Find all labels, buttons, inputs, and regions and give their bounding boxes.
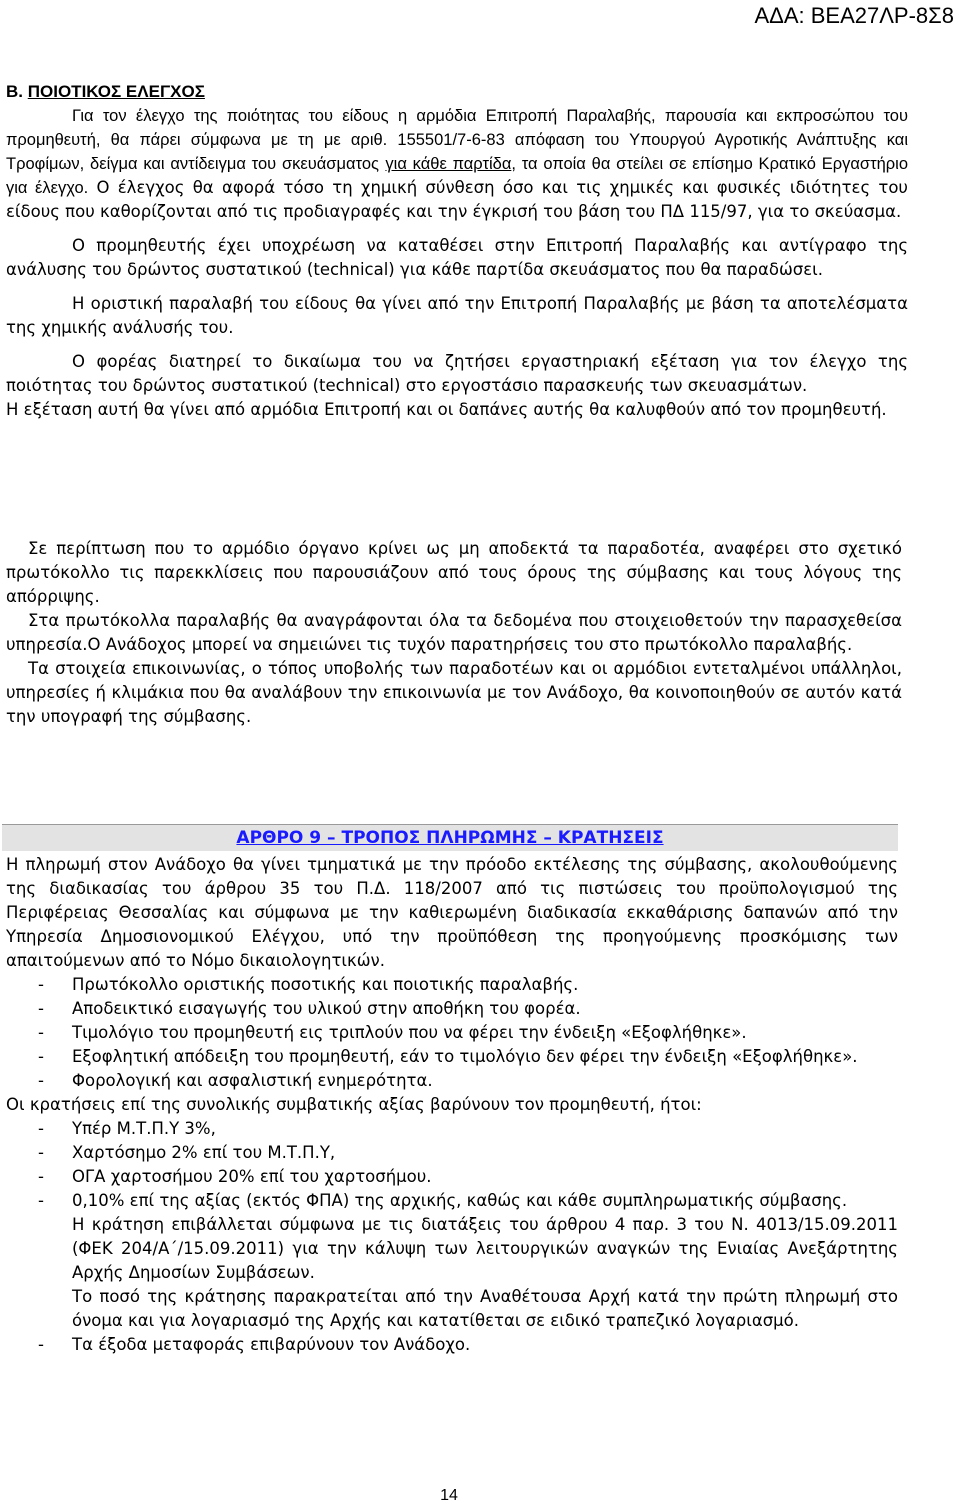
page-number: 14	[440, 1487, 458, 1504]
dash-bullet: -	[38, 999, 44, 1018]
list-item-text: Τιμολόγιο του προμηθευτή εις τριπλούν που να φέρει την ένδειξη «Εξοφλήθηκε».	[72, 1023, 747, 1042]
dash-bullet: -	[38, 1047, 44, 1066]
article-body	[0, 851, 898, 1357]
paragraph: Ο φορέας διατηρεί το δικαίωμα του να ζητήσει εργαστηριακή εξέταση για τον έλεγχο της ποιότητας του δρώντος συστατικού (technical) στο εργοστάσιο παρασκευής των σκευασμάτων.	[6, 352, 908, 395]
list-item	[6, 1069, 898, 1093]
dash-bullet: -	[38, 1143, 44, 1162]
paragraph: Οι κρατήσεις επί της συνολικής συμβατικής αξίας βαρύνουν τον προμηθευτή, ήτοι:	[6, 1095, 702, 1114]
paragraph: Στα πρωτόκολλα παραλαβής θα αναγράφονται όλα τα δεδομένα που στοιχειοθετούν την παρασχεθείσα υπηρεσία.Ο Ανάδοχος μπορεί να σημειώνει τις τυχόν παρατηρήσεις του στο πρωτόκολλο παραλαβής.	[6, 611, 902, 654]
paragraph: Η εξέταση αυτή θα γίνει από αρμόδια Επιτροπή και οι δαπάνες αυτής θα καλυφθούν από τον προμηθευτή.	[6, 400, 887, 419]
paragraph	[6, 104, 908, 224]
list-item-text: Τα έξοδα μεταφοράς επιβαρύνουν τον Ανάδοχο.	[72, 1335, 471, 1354]
list-item	[6, 1117, 898, 1141]
section-label: Β.	[6, 82, 23, 101]
list-item	[6, 1189, 898, 1213]
article-9	[0, 824, 898, 1357]
paragraph-text: Ο έλεγχος θα αφορά τόσο τη χημική σύνθεση όσο και τις χημικές και φυσικές ιδιότητες του είδους που καθορίζονται από τις προδιαγραφές και την έγκρισή του βάση του ΠΔ 115/97, για το σκεύασμα.	[6, 178, 908, 221]
paragraph-text: Για τον έλεγχο της ποιότητας του είδους η αρμόδια Επιτροπή Παραλαβής, παρουσία και εκπροσώπου του προμηθευτή, θα πάρει σύμφωνα με τη με αριθ. 155501/7-6-83 απόφαση του Υπουργού Αγροτικής Ανάπτυξης και Τροφίμων, δείγμα και αντίδειγμα του σκευάσματος	[6, 107, 908, 173]
list-item-text: 0,10% επί της αξίας (εκτός ΦΠΑ) της αρχικής, καθώς και κάθε συμπληρωματικής σύμβασης.	[72, 1191, 848, 1210]
list-item-text: Εξοφλητική απόδειξη του προμηθευτή, εάν το τιμολόγιο δεν φέρει την ένδειξη «Εξοφλήθηκε».	[72, 1047, 858, 1066]
dash-bullet: -	[38, 1335, 44, 1354]
list-item	[6, 1141, 898, 1165]
article-title-bar	[2, 824, 898, 851]
list-item-text: Πρωτόκολλο οριστικής ποσοτικής και ποιοτικής παραλαβής.	[72, 975, 579, 994]
section-heading	[6, 80, 908, 104]
dash-bullet: -	[38, 1071, 44, 1090]
rejection-section	[6, 537, 902, 729]
list-item	[6, 1021, 898, 1045]
dash-bullet: -	[38, 1023, 44, 1042]
deductions-list	[6, 1117, 898, 1213]
list-item-text: Χαρτόσημο 2% επί του Μ.Τ.Π.Υ,	[72, 1143, 336, 1162]
list-item-text: Υπέρ Μ.Τ.Π.Υ 3%,	[72, 1119, 216, 1138]
list-item	[6, 997, 898, 1021]
paragraph: Η πληρωμή στον Ανάδοχο θα γίνει τμηματικά με την πρόοδο εκτέλεσης της σύμβασης, ακολουθούμενης της διαδικασίας του άρθρου 35 του Π.Δ. 118/2007 από τις πιστώσεις του προϋπολογισμού της Περιφέρειας Θεσσαλίας και σύμφωνα με την καθιερωμένη διαδικασία εκκαθάρισης δαπανών από την Υπηρεσία Δημοσιονομικού Ελέγχου, υπό την προϋπόθεση της προηγούμενης προσκόμισης των απαιτούμενων από το Νόμο δικαιολογητικών.	[6, 855, 898, 970]
section-title: ΠΟΙΟΤΙΚΟΣ ΕΛΕΓΧΟΣ	[27, 82, 205, 101]
dash-bullet: -	[38, 1167, 44, 1186]
list-item	[6, 1333, 898, 1357]
paragraph: Ο προμηθευτής έχει υποχρέωση να καταθέσει στην Επιτροπή Παραλαβής και αντίγραφο της ανάλυσης του δρώντος συστατικού (technical) για κάθε παρτίδα σκευάσματος που θα παραδώσει.	[6, 236, 908, 279]
list-item-text: Αποδεικτικό εισαγωγής του υλικού στην αποθήκη του φορέα.	[72, 999, 581, 1018]
dash-bullet: -	[38, 1119, 44, 1138]
underlined-text: για κάθε παρτίδα	[385, 155, 512, 173]
paragraph: Η οριστική παραλαβή του είδους θα γίνει από την Επιτροπή Παραλαβής με βάση τα αποτελέσματα της χημικής ανάλυσής του.	[6, 294, 908, 337]
paragraph-text: , τα οποία θα στείλει σε επίσημο Κρατικό Εργαστήριο για έλεγχο.	[6, 155, 908, 197]
documents-list	[6, 973, 898, 1093]
article-title: ΑΡΘΡΟ 9 – ΤΡΟΠΟΣ ΠΛΗΡΩΜΗΣ – ΚΡΑΤΗΣΕΙΣ	[236, 828, 664, 848]
list-item	[6, 1165, 898, 1189]
list-item	[6, 973, 898, 997]
paragraph: Η κράτηση επιβάλλεται σύμφωνα με τις διατάξεις του άρθρου 4 παρ. 3 του Ν. 4013/15.09.2011 (ΦΕΚ 204/Α΄/15.09.2011) για την κάλυψη των λειτουργικών αναγκών της Ενιαίας Ανεξάρτητης Αρχής Δημοσίων Συμβάσεων.	[72, 1215, 898, 1282]
list-item-text: ΟΓΑ χαρτοσήμου 20% επί του χαρτοσήμου.	[72, 1167, 432, 1186]
paragraph: Σε περίπτωση που το αρμόδιο όργανο κρίνει ως μη αποδεκτά τα παραδοτέα, αναφέρει στο σχετικό πρωτόκολλο τις παρεκκλίσεις που παρουσιάζουν από τους όρους της σύμβασης και τους λόγους της απόρριψης.	[6, 539, 902, 606]
paragraph: Τα στοιχεία επικοινωνίας, ο τόπος υποβολής των παραδοτέων και οι αρμόδιοι εντεταλμένοι υπάλληλοι, υπηρεσίες ή κλιμάκια που θα αναλάβουν την επικοινωνία με τον Ανάδοχο, θα κοινοποιηθούν σε αυτόν κατά την υπογραφή της σύμβασης.	[6, 659, 902, 726]
list-item	[6, 1045, 898, 1069]
dash-bullet: -	[38, 975, 44, 994]
quality-control-section	[6, 80, 908, 422]
paragraph: Το ποσό της κράτησης παρακρατείται από την Αναθέτουσα Αρχή κατά την πρώτη πληρωμή στο όνομα και για λογαριασμό της Αρχής και κατατίθεται σε ειδικό τραπεζικό λογαριασμό.	[72, 1287, 898, 1330]
dash-bullet: -	[38, 1191, 44, 1210]
list-item-text: Φορολογική και ασφαλιστική ενημερότητα.	[72, 1071, 433, 1090]
ada-code: ΑΔΑ: ΒΕΑ27ΛΡ-8Σ8	[754, 3, 954, 28]
final-list	[6, 1333, 898, 1357]
